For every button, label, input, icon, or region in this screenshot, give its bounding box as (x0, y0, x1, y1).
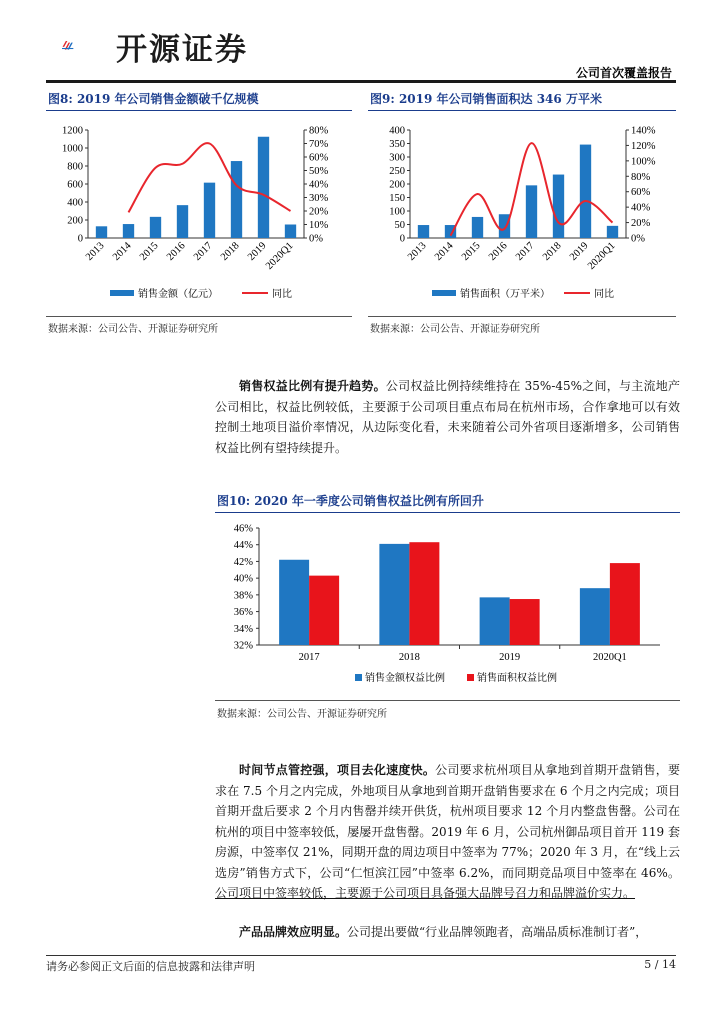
y-tick-label: 40% (233, 573, 253, 585)
x-tick-label: 2018 (540, 240, 564, 263)
paragraph-text: 公司要求杭州项目从拿地到首期开盘销售，要求在 7.5 个月之内完成，外地项目从拿地到首期开盘销售要求在 6 个月之内完成；项目首期开盘后要求 2 个月内售罄并续开供货，杭州项目要求 12 个月内整盘售罄。公司在杭州的项目中签率较低，屡屡开盘售罄。2019 年 6 月，公司杭州御品项目首开 119 套房源，中签率仅 21%，同期开盘的周边项目中签率为 77%；2020 年 3 月，在“线上云选房”销售方式下，公司“仁恒滨江园”中签率 6.2%，而同期竞品项目中签率在 46%。 (215, 763, 680, 880)
right-tick-label: 50% (309, 166, 329, 177)
left-tick-label: 50 (394, 220, 405, 231)
left-tick-label: 1000 (62, 143, 83, 155)
legend-bar-swatch (110, 290, 134, 296)
x-tick-label: 2018 (218, 240, 242, 263)
figure-9-title-rule (368, 110, 676, 111)
header-divider (46, 80, 676, 83)
x-tick-label: 2013 (405, 240, 429, 263)
bar (285, 225, 296, 239)
x-tick-label: 2019 (499, 652, 521, 663)
bar (526, 185, 537, 238)
figure-8-title-rule (46, 110, 352, 111)
x-tick-label: 2016 (486, 240, 510, 263)
legend-bar-label: 销售面积（万平米） (460, 289, 550, 300)
right-tick-label: 60% (309, 152, 329, 164)
right-tick-label: 0% (309, 233, 323, 245)
bar-series2 (309, 576, 339, 645)
left-tick-label: 100 (389, 206, 405, 218)
right-tick-label: 60% (631, 187, 651, 199)
bar-series1 (279, 560, 309, 645)
left-tick-label: 250 (389, 166, 405, 177)
paragraph-text: 公司权益比例持续维持在 35%-45%之间，与主流地产公司相比，权益比例较低，主要源于公司项目重点布局在杭州市场，合作拿地可以有效控制土地项目溢价率情况，从边际变化看，未来随着公司外省项目逐渐增多，公司销售权益比例有望持续提升。 (215, 379, 680, 455)
y-tick-label: 34% (233, 623, 253, 635)
page-number: 5 / 14 (644, 958, 676, 971)
logo-text: 开源证券 (116, 32, 248, 68)
footer-disclaimer: 请务必参阅正文后面的信息披露和法律声明 (46, 960, 255, 973)
figure-9-source-rule (368, 316, 676, 317)
left-tick-label: 0 (399, 233, 405, 245)
y-tick-label: 46% (233, 523, 253, 535)
bar (123, 224, 134, 238)
bar (472, 217, 483, 238)
legend-bar-label: 销售金额（亿元） (138, 289, 218, 300)
bar (580, 145, 591, 238)
right-tick-label: 80% (631, 171, 651, 183)
right-tick-label: 10% (309, 220, 329, 231)
bar (150, 217, 161, 238)
legend-line-label: 同比 (594, 289, 614, 300)
bar-series2 (510, 599, 540, 645)
left-tick-label: 800 (67, 161, 83, 173)
left-tick-label: 400 (67, 197, 83, 209)
legend-series1-label: 销售金额权益比例 (365, 673, 445, 684)
left-tick-label: 350 (389, 139, 405, 150)
bar (231, 161, 242, 238)
figure-9-chart (368, 112, 678, 307)
x-tick-label: 2013 (83, 240, 107, 263)
x-tick-label: 2014 (110, 240, 134, 263)
footer-divider (46, 955, 676, 956)
bar (418, 225, 429, 238)
x-tick-label: 2020Q1 (263, 240, 296, 273)
paragraph-heading: 时间节点管控强，项目去化速度快。 (239, 763, 436, 777)
figure-10-source-rule (215, 700, 680, 701)
y-tick-label: 38% (233, 590, 253, 602)
figure-8-source: 数据来源：公司公告、开源证券研究所 (48, 324, 218, 335)
report-type: 公司首次覆盖报告 (575, 66, 672, 80)
logo-mark-icon (62, 22, 116, 68)
x-tick-label: 2018 (398, 652, 420, 663)
right-tick-label: 20% (631, 218, 651, 230)
right-tick-label: 100% (631, 156, 656, 168)
paragraph-timeline-control (215, 760, 680, 904)
right-tick-label: 120% (631, 140, 656, 152)
right-tick-label: 30% (309, 193, 329, 204)
bar-series2 (409, 542, 439, 645)
right-tick-label: 40% (631, 202, 651, 214)
left-tick-label: 400 (389, 125, 405, 137)
bar-series1 (480, 597, 510, 645)
figure-9-title: 图9: 2019 年公司销售面积达 346 万平米 (370, 92, 602, 106)
left-tick-label: 0 (77, 233, 83, 245)
bar (607, 226, 618, 238)
legend-series2-swatch (467, 674, 474, 681)
right-tick-label: 140% (631, 125, 656, 137)
x-tick-label: 2015 (137, 240, 161, 263)
x-tick-label: 2019 (567, 240, 591, 263)
paragraph-brand-effect (215, 922, 680, 943)
paragraph-underlined-conclusion: 公司项目中签率较低，主要源于公司项目具备强大品牌号召力和品牌溢价实力。 (215, 886, 636, 900)
figure-8-chart (46, 112, 356, 307)
right-tick-label: 20% (309, 206, 329, 218)
y-tick-label: 32% (233, 640, 253, 652)
paragraph-equity-ratio (215, 376, 680, 458)
bar (553, 175, 564, 238)
x-tick-label: 2016 (164, 240, 188, 263)
bar (258, 137, 269, 238)
y-tick-label: 44% (233, 540, 253, 552)
bar (177, 205, 188, 238)
left-tick-label: 200 (389, 179, 405, 191)
x-tick-label: 2019 (245, 240, 269, 263)
figure-10-title: 图10: 2020 年一季度公司销售权益比例有所回升 (217, 494, 484, 508)
figure-10-source: 数据来源：公司公告、开源证券研究所 (217, 709, 387, 720)
legend-series1-swatch (355, 674, 362, 681)
figure-9-source: 数据来源：公司公告、开源证券研究所 (370, 324, 540, 335)
figure-8-source-rule (46, 316, 352, 317)
right-tick-label: 80% (309, 125, 329, 137)
bar (96, 226, 107, 238)
x-tick-label: 2017 (298, 652, 320, 663)
paragraph-heading: 销售权益比例有提升趋势。 (239, 379, 386, 393)
y-tick-label: 42% (233, 556, 253, 568)
bar-series2 (610, 563, 640, 645)
legend-bar-swatch (432, 290, 456, 296)
legend-line-label: 同比 (272, 289, 292, 300)
figure-8-title: 图8: 2019 年公司销售金额破千亿规模 (48, 92, 259, 106)
bar-series1 (379, 544, 409, 645)
left-tick-label: 200 (67, 215, 83, 227)
x-tick-label: 2015 (459, 240, 483, 263)
y-tick-label: 36% (233, 607, 253, 619)
bar (204, 183, 215, 238)
left-tick-label: 600 (67, 179, 83, 191)
x-tick-label: 2017 (191, 240, 215, 263)
figure-10-chart (215, 514, 680, 694)
x-tick-label: 2017 (513, 240, 537, 263)
x-tick-label: 2020Q1 (592, 652, 627, 663)
right-tick-label: 70% (309, 139, 329, 150)
x-tick-label: 2014 (432, 240, 456, 263)
x-tick-label: 2020Q1 (585, 240, 618, 273)
bar-series1 (580, 588, 610, 645)
paragraph-text: 公司提出要做“行业品牌领跑者，高端品质标准制订者”， (347, 925, 648, 939)
left-tick-label: 1200 (62, 125, 83, 137)
paragraph-heading: 产品品牌效应明显。 (239, 925, 348, 939)
right-tick-label: 40% (309, 179, 329, 191)
legend-series2-label: 销售面积权益比例 (477, 673, 557, 684)
right-tick-label: 0% (631, 233, 645, 245)
figure-10-title-rule (215, 512, 680, 513)
left-tick-label: 150 (389, 193, 405, 204)
left-tick-label: 300 (389, 152, 405, 164)
